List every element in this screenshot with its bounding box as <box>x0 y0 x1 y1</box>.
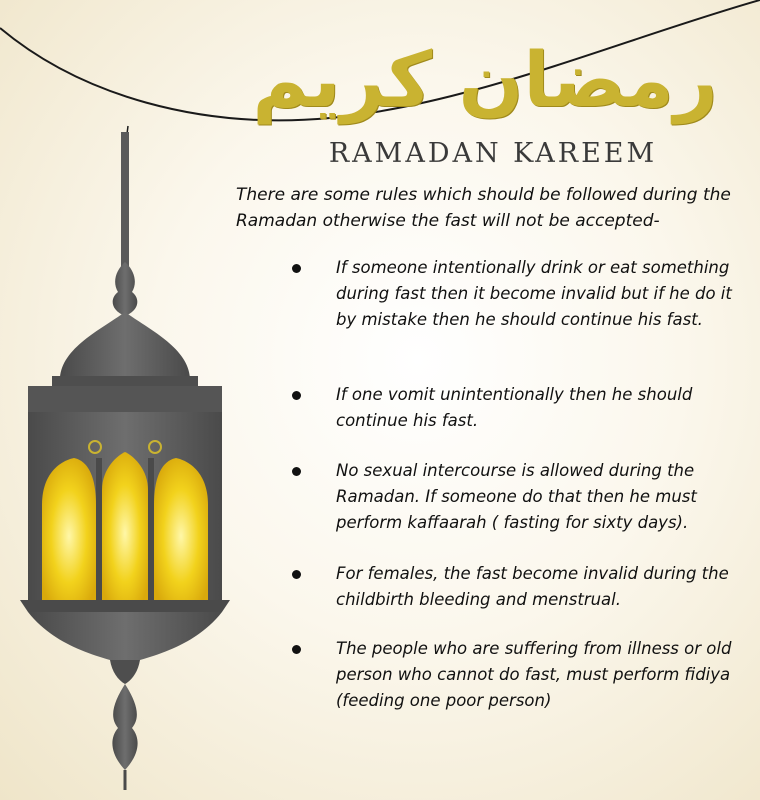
bullet-icon <box>292 645 301 654</box>
intro-text: There are some rules which should be followed during the Ramadan otherwise the fast will not be accepted- <box>236 185 731 231</box>
rule-item <box>336 255 746 333</box>
rule-text: For females, the fast become invalid during the childbirth bleeding and menstrual. <box>336 564 729 609</box>
rule-item <box>336 561 746 613</box>
bullet-icon <box>292 391 301 400</box>
hanging-lantern-icon <box>20 132 230 790</box>
rule-text: The people who are suffering from illness or old person who cannot do fast, must perform fidiya (feeding one poor person) <box>336 639 732 710</box>
bullet-icon <box>292 467 301 476</box>
rule-item <box>336 382 746 434</box>
arabic-title: رمضان كريم <box>252 35 718 124</box>
bullet-icon <box>292 570 301 579</box>
rule-item <box>336 458 746 536</box>
rule-text: No sexual intercourse is allowed during the Ramadan. If someone do that then he must perform kaffaarah ( fasting for sixty days). <box>336 461 697 532</box>
rule-item <box>336 636 746 714</box>
bullet-icon <box>292 264 301 273</box>
latin-title: RAMADAN KAREEM <box>328 138 658 169</box>
rule-text: If someone intentionally drink or eat something during fast then it become invalid but if he do it by mistake then he should continue his fast. <box>336 258 732 329</box>
rule-text: If one vomit unintentionally then he should continue his fast. <box>336 385 693 430</box>
